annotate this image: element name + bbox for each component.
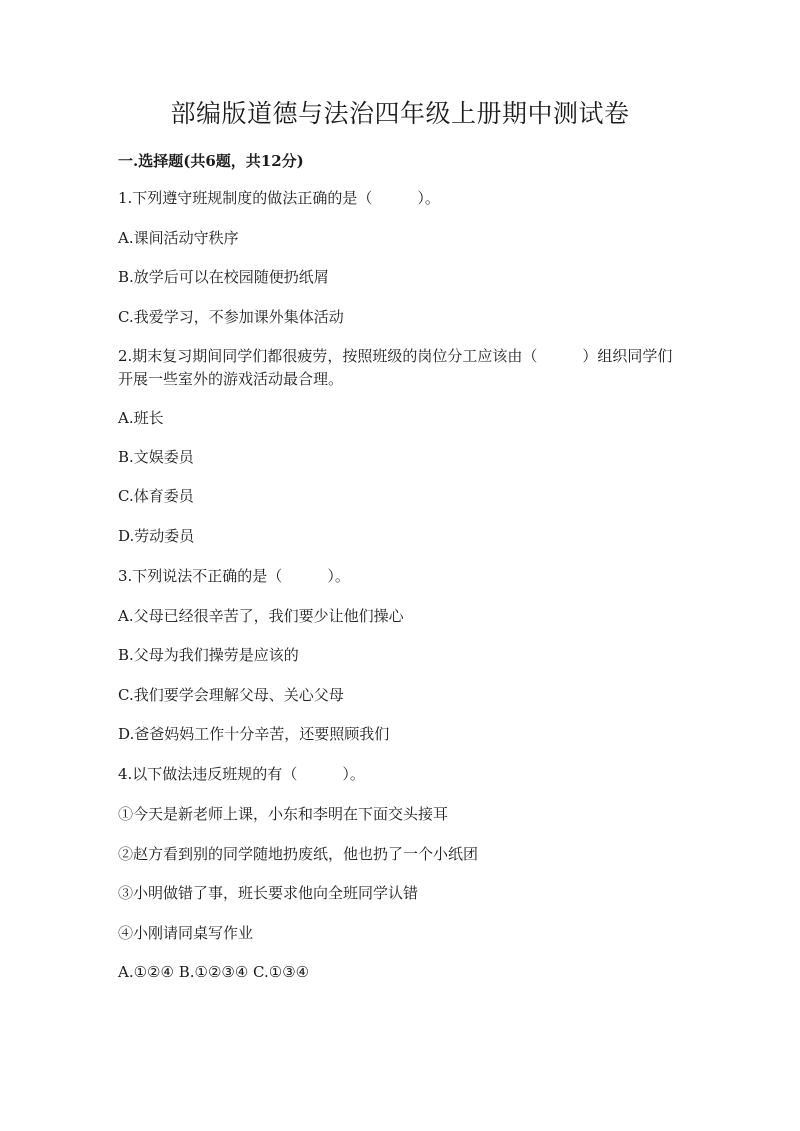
page-title: 部编版道德与法治四年级上册期中测试卷	[170, 99, 630, 128]
question-3-option-a: A.父母已经很辛苦了，我们要少让他们操心	[118, 607, 404, 625]
question-2-option-a: A.班长	[118, 409, 164, 427]
question-4-item-2: ②赵方看到别的同学随地扔废纸，他也扔了一个小纸团	[118, 845, 479, 863]
section-heading: 一.选择题(共6题，共12分)	[118, 152, 304, 170]
question-4-item-4: ④小刚请同桌写作业	[118, 924, 254, 942]
question-3-option-c: C.我们要学会理解父母、关心父母	[118, 686, 344, 704]
question-4-item-3: ③小明做错了事，班长要求他向全班同学认错	[118, 884, 419, 902]
question-2-option-b: B.文娱委员	[118, 448, 194, 466]
question-4-stem: 4.以下做法违反班规的有（ ）。	[118, 765, 365, 783]
question-1-option-a: A.课间活动守秩序	[118, 229, 239, 247]
question-1-stem: 1.下列遵守班规制度的做法正确的是（ ）。	[118, 189, 440, 207]
question-3-option-b: B.父母为我们操劳是应该的	[118, 646, 299, 664]
question-4-item-1: ①今天是新老师上课，小东和李明在下面交头接耳	[118, 805, 449, 823]
question-4-options: A.①②④ B.①②③④ C.①③④	[118, 963, 310, 981]
question-2-option-d: D.劳动委员	[118, 527, 195, 545]
question-2-stem: 2.期末复习期间同学们都很疲劳，按照班级的岗位分工应该由（ ）组织同学们开展一些室外的游戏活动最合理。	[118, 347, 673, 388]
question-2-option-c: C.体育委员	[118, 487, 194, 505]
question-3-stem: 3.下列说法不正确的是（ ）。	[118, 567, 350, 585]
question-3-option-d: D.爸爸妈妈工作十分辛苦，还要照顾我们	[118, 725, 390, 743]
question-1-option-c: C.我爱学习，不参加课外集体活动	[118, 308, 344, 326]
question-1-option-b: B.放学后可以在校园随便扔纸屑	[118, 268, 329, 286]
